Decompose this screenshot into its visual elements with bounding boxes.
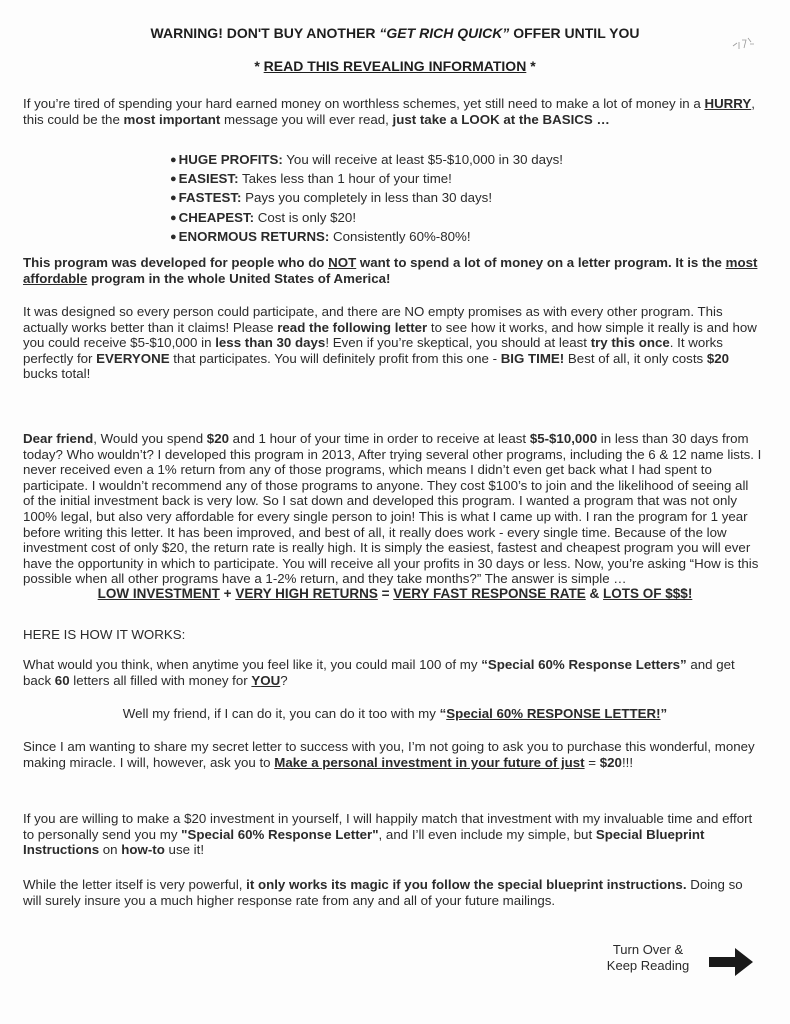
designed-bold: EVERYONE <box>96 350 170 366</box>
list-item <box>170 228 563 247</box>
designed-text: that participates. You will definitely profit from this one - <box>169 350 501 366</box>
formula-term: VERY FAST RESPONSE RATE <box>393 586 586 601</box>
how-it-works-heading: HERE IS HOW IT WORKS: <box>23 627 186 642</box>
bullet-text: Pays you completely in less than 30 days! <box>241 190 493 206</box>
bullet-text: Takes less than 1 hour of your time! <box>238 171 452 187</box>
willing-text: , and I’ll even include my simple, but <box>378 826 596 842</box>
well-my-friend-line <box>0 706 790 721</box>
intro-hurry: HURRY <box>704 96 752 111</box>
intro-text: If you’re tired of spending your hard earned money on worthless schemes, yet still need to make a lot of money in a <box>23 96 705 111</box>
willing-paragraph <box>23 811 763 858</box>
dear-friend-paragraph <box>23 431 763 587</box>
willing-text: If you are willing to make a $20 investment in yourself, I will happily match that investment with my invaluable time and effort to personally send you my <box>23 811 753 842</box>
willing-bold: how-to <box>121 842 165 858</box>
what-text: and get back <box>23 657 735 688</box>
formula-operator: & <box>585 586 604 601</box>
what-you: YOU <box>251 672 281 688</box>
headline-read-text: READ THIS REVEALING INFORMATION <box>263 58 527 74</box>
headline-quote: “GET RICH QUICK” <box>379 25 510 41</box>
willing-text: use it! <box>164 842 205 858</box>
while-bold: it only works its magic if you follow the special blueprint instructions. <box>246 877 687 892</box>
well-text: Well my friend, if I can do it, you can do it too with my <box>122 706 440 721</box>
bullet-text: Cost is only $20! <box>254 209 357 225</box>
headline-read <box>0 58 790 74</box>
designed-text: . It works perfectly for <box>23 335 723 366</box>
well-letter: Special 60% RESPONSE LETTER! <box>446 706 661 721</box>
benefits-list <box>170 151 563 247</box>
headline-warning <box>0 25 790 41</box>
program-text: This program was developed for people who do <box>23 255 329 270</box>
bullet-label: ENORMOUS RETURNS: <box>178 228 330 244</box>
formula-operator: + <box>219 586 236 601</box>
since-paragraph <box>23 739 763 770</box>
bullet-text: Consistently 60%-80%! <box>329 228 471 244</box>
turn-over-note <box>598 942 698 974</box>
what-text: What would you think, when anytime you feel like it, you could mail 100 of my <box>23 657 482 672</box>
program-most: most <box>725 255 758 270</box>
program-text: program in the whole United States of America! <box>87 270 391 286</box>
what-bold: 60 <box>54 672 70 688</box>
intro-text: message you will ever read, <box>220 111 393 127</box>
since-investment: Make a personal investment in your future of just <box>274 754 585 770</box>
what-text: ? <box>280 672 288 688</box>
bullet-label: FASTEST: <box>178 190 242 206</box>
friend-text: and 1 hour of your time in order to receive at least <box>228 431 530 446</box>
willing-bold: Special Blueprint Instructions <box>23 826 705 858</box>
friend-text: in less than 30 days from today? Who wouldn’t? I developed this program in 2013, After trying several other programs, including the 6 & 12 name lists. I never received even a 1% return from any of those programs, which means I didn’t even get back what I had spent to participate. I wouldn’t recommend any of those programs to anyone. They cost $100’s to join and the likelihood of seeing all of the initial investment back is very low. So I sat down and developed this program. I wanted a program that was not only 100% legal, but also very affordable for every single person to join! This is what I came up with. I ran the program for 1 year before writing this letter. It has been improved, and best of all, it really does work - every single time. Because of the low investment cost of only $20, the return rate is really high. It is simply the easiest, fastest and cheapest program you will ever have the opportunity in which to participate. You will receive all your profits in 30 days or less. Now, you’re asking “How is this possible when all other programs have a 1-2% return, and they take months?” The answer is simple … <box>23 431 762 587</box>
program-not: NOT <box>328 255 357 270</box>
what-would-you-think-paragraph <box>23 657 763 688</box>
since-price: $20 <box>599 754 622 770</box>
bullet-label: CHEAPEST: <box>178 209 255 225</box>
list-item <box>170 170 563 189</box>
program-text: want to spend a lot of money on a letter program. It is the <box>356 255 726 270</box>
designed-bold: try this once <box>590 335 670 351</box>
while-text: Doing so will surely insure you a much higher response rate from any and all of your future mailings. <box>23 877 743 908</box>
designed-text: It was designed so every person could participate, and there are NO empty promises as with every other program. This actually works better than it claims! Please <box>23 304 723 335</box>
designed-bold: less than 30 days <box>215 335 326 351</box>
while-text: While the letter itself is very powerful, <box>23 877 247 892</box>
since-text: = <box>584 754 600 770</box>
program-paragraph <box>23 255 763 286</box>
since-text: !!! <box>621 754 634 770</box>
well-quote: “ <box>439 706 447 721</box>
willing-text: on <box>99 842 122 858</box>
intro-paragraph <box>23 96 763 127</box>
bullet-label: HUGE PROFITS: <box>178 152 283 167</box>
program-affordable: affordable <box>23 270 88 286</box>
intro-most-important: most important <box>123 111 221 127</box>
headline-part: OFFER UNTIL YOU <box>509 25 640 41</box>
what-text: letters all filled with money for <box>69 672 252 688</box>
designed-text: Best of all, it only costs <box>564 350 707 366</box>
designed-text: bucks total! <box>23 366 91 382</box>
turn-over-line2: Keep Reading <box>606 958 690 973</box>
formula-term: LOW INVESTMENT <box>97 586 220 601</box>
intro-text: , this could be the <box>23 96 755 127</box>
formula-line <box>0 586 790 601</box>
formula-term: LOTS OF $$$! <box>603 586 693 601</box>
intro-basics: just take a LOOK at the BASICS … <box>392 111 610 127</box>
headline-star: * <box>254 58 264 74</box>
well-quote: ” <box>660 706 668 721</box>
list-item <box>170 209 563 228</box>
designed-bold: BIG TIME! <box>500 350 565 366</box>
since-text: Since I am wanting to share my secret letter to success with you, I’m not going to ask you to purchase this wonderful, money making miracle. I will, however, ask you to <box>23 739 755 770</box>
friend-text: , Would you spend <box>93 431 207 446</box>
designed-bold: $20 <box>706 350 730 366</box>
bullet-label: EASIEST: <box>178 171 239 187</box>
turn-over-line1: Turn Over & <box>612 942 684 957</box>
friend-greeting: Dear friend <box>23 431 94 446</box>
designed-paragraph <box>23 304 763 382</box>
willing-bold: "Special 60% Response Letter" <box>181 826 379 842</box>
friend-bold: $20 <box>206 431 229 446</box>
bullet-text: You will receive at least $5-$10,000 in 30 days! <box>282 152 563 167</box>
designed-bold: read the following letter <box>277 319 428 335</box>
while-paragraph <box>23 877 763 908</box>
right-arrow-icon <box>707 946 755 978</box>
what-bold: “Special 60% Response Letters” <box>481 657 687 672</box>
formula-operator: = <box>377 586 394 601</box>
friend-bold: $5-$10,000 <box>529 431 598 446</box>
headline-part: WARNING! DON'T BUY ANOTHER <box>150 25 380 41</box>
designed-text: ! Even if you’re skeptical, you should at least <box>325 335 591 351</box>
list-item <box>170 151 563 170</box>
designed-text: to see how it works, and how simple it really is and how you could receive $5-$10,000 in <box>23 319 757 351</box>
list-item <box>170 189 563 208</box>
formula-term: VERY HIGH RETURNS <box>235 586 378 601</box>
headline-star: * <box>526 58 536 74</box>
